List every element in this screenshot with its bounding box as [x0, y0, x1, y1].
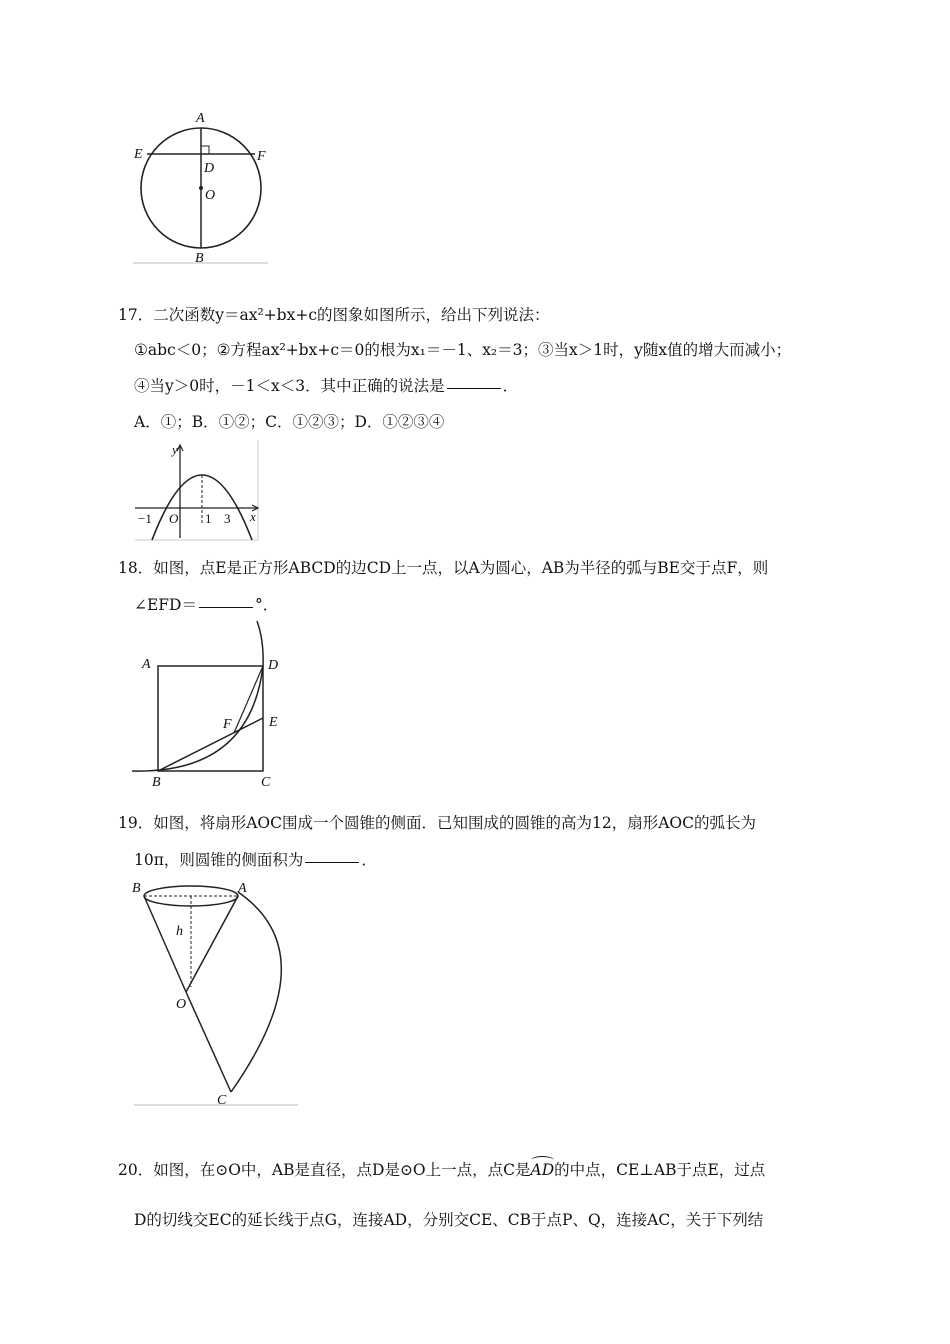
label-d: D: [204, 161, 215, 176]
label-b: B: [195, 251, 204, 266]
arc-bd: [132, 666, 263, 771]
label-d: D: [268, 658, 279, 673]
label-b: B: [152, 775, 161, 790]
slant-ao: [186, 896, 238, 992]
q17-options: A．①；B．①②；C．①②③；D．①②③④: [134, 413, 445, 431]
q17-number: 17．: [118, 306, 154, 324]
label-3: 3: [224, 511, 231, 526]
radius-oc: [186, 992, 231, 1092]
q19-text-2-end: ．: [361, 851, 377, 869]
q20-line-1: [118, 1158, 765, 1180]
q18-text-2-end: °．: [254, 596, 279, 614]
q19-answer-blank: [305, 861, 359, 863]
label-e: E: [134, 147, 143, 162]
slant-bo: [144, 896, 186, 992]
q19-text-2: 10π，则圆锥的侧面积为: [134, 851, 304, 869]
sector-arc-ac: [231, 892, 281, 1092]
q19-line-2: [134, 848, 377, 870]
right-angle-mark: [201, 146, 209, 154]
q18-line-1: [118, 556, 768, 578]
q18-answer-blank: [199, 606, 253, 608]
q18-text-2: ∠EFD＝: [134, 596, 197, 614]
q18-line-2: [134, 593, 278, 615]
figure-18-square: [130, 618, 290, 793]
q17-intro: 二次函数y＝ax²+bx+c的图象如图所示，给出下列说法：: [153, 306, 550, 324]
q17-statements-2: ④当y＞0时，－1＜x＜3．其中正确的说法是: [134, 377, 445, 395]
q20-line-2: D的切线交EC的延长线于点G，连接AD，分别交CE、CB于点P、Q，连接AC，关于下列结: [134, 1211, 764, 1229]
label-f: F: [257, 149, 266, 164]
label-o: O: [176, 997, 187, 1012]
label-o: O: [169, 511, 179, 526]
q18-text-1: 如图，点E是正方形ABCD的边CD上一点，以A为圆心，AB为半径的弧与BE交于点F，则: [153, 559, 769, 577]
label-a: A: [142, 657, 151, 672]
label-1: 1: [205, 511, 212, 526]
q20-arc-ad: [531, 1161, 555, 1179]
label-a: A: [238, 881, 247, 896]
q19-number: 19．: [118, 814, 154, 832]
label-b: B: [132, 881, 141, 896]
arc-label: AD: [530, 1161, 555, 1179]
q20-text-1b: 的中点，CE⊥AB于点E，过点: [554, 1161, 766, 1179]
q17-intro-line: [118, 303, 550, 325]
q19-line-1: [118, 811, 756, 833]
label-minus-1: −1: [138, 511, 152, 526]
label-e: E: [269, 715, 278, 730]
q18-number: 18．: [118, 559, 154, 577]
q17-statements-2-line: [134, 374, 518, 396]
label-c: C: [217, 1093, 227, 1108]
label-c: C: [261, 775, 271, 790]
label-y: y: [172, 442, 178, 457]
segment-fd: [234, 666, 263, 733]
segment-be: [158, 718, 263, 771]
q17-statements-1: ①abc＜0；②方程ax²+bx+c＝0的根为x₁＝－1、x₂＝3；③当x＞1时，y随x值的增大而减小；: [134, 341, 792, 359]
arc-mark: [531, 1156, 555, 1165]
arc-extension: [257, 621, 263, 666]
q19-text-1: 如图，将扇形AOC围成一个圆锥的侧面．已知围成的圆锥的高为12，扇形AOC的弧长为: [153, 814, 756, 832]
label-h: h: [176, 924, 183, 939]
q20-text-1a: 如图，在⊙O中，AB是直径，点D是⊙O上一点，点C是: [153, 1161, 531, 1179]
figure-17-parabola: [130, 440, 265, 542]
q17-answer-blank: [447, 387, 501, 389]
figure-16-circle: [128, 108, 278, 268]
label-f: F: [223, 717, 232, 732]
center-dot: [199, 186, 203, 190]
q20-number: 20．: [118, 1161, 154, 1179]
label-o: O: [205, 188, 216, 203]
figure-19-cone: [128, 874, 303, 1109]
q17-statements-2-end: ．: [502, 377, 519, 395]
label-x: x: [250, 509, 256, 524]
label-a: A: [196, 111, 205, 126]
